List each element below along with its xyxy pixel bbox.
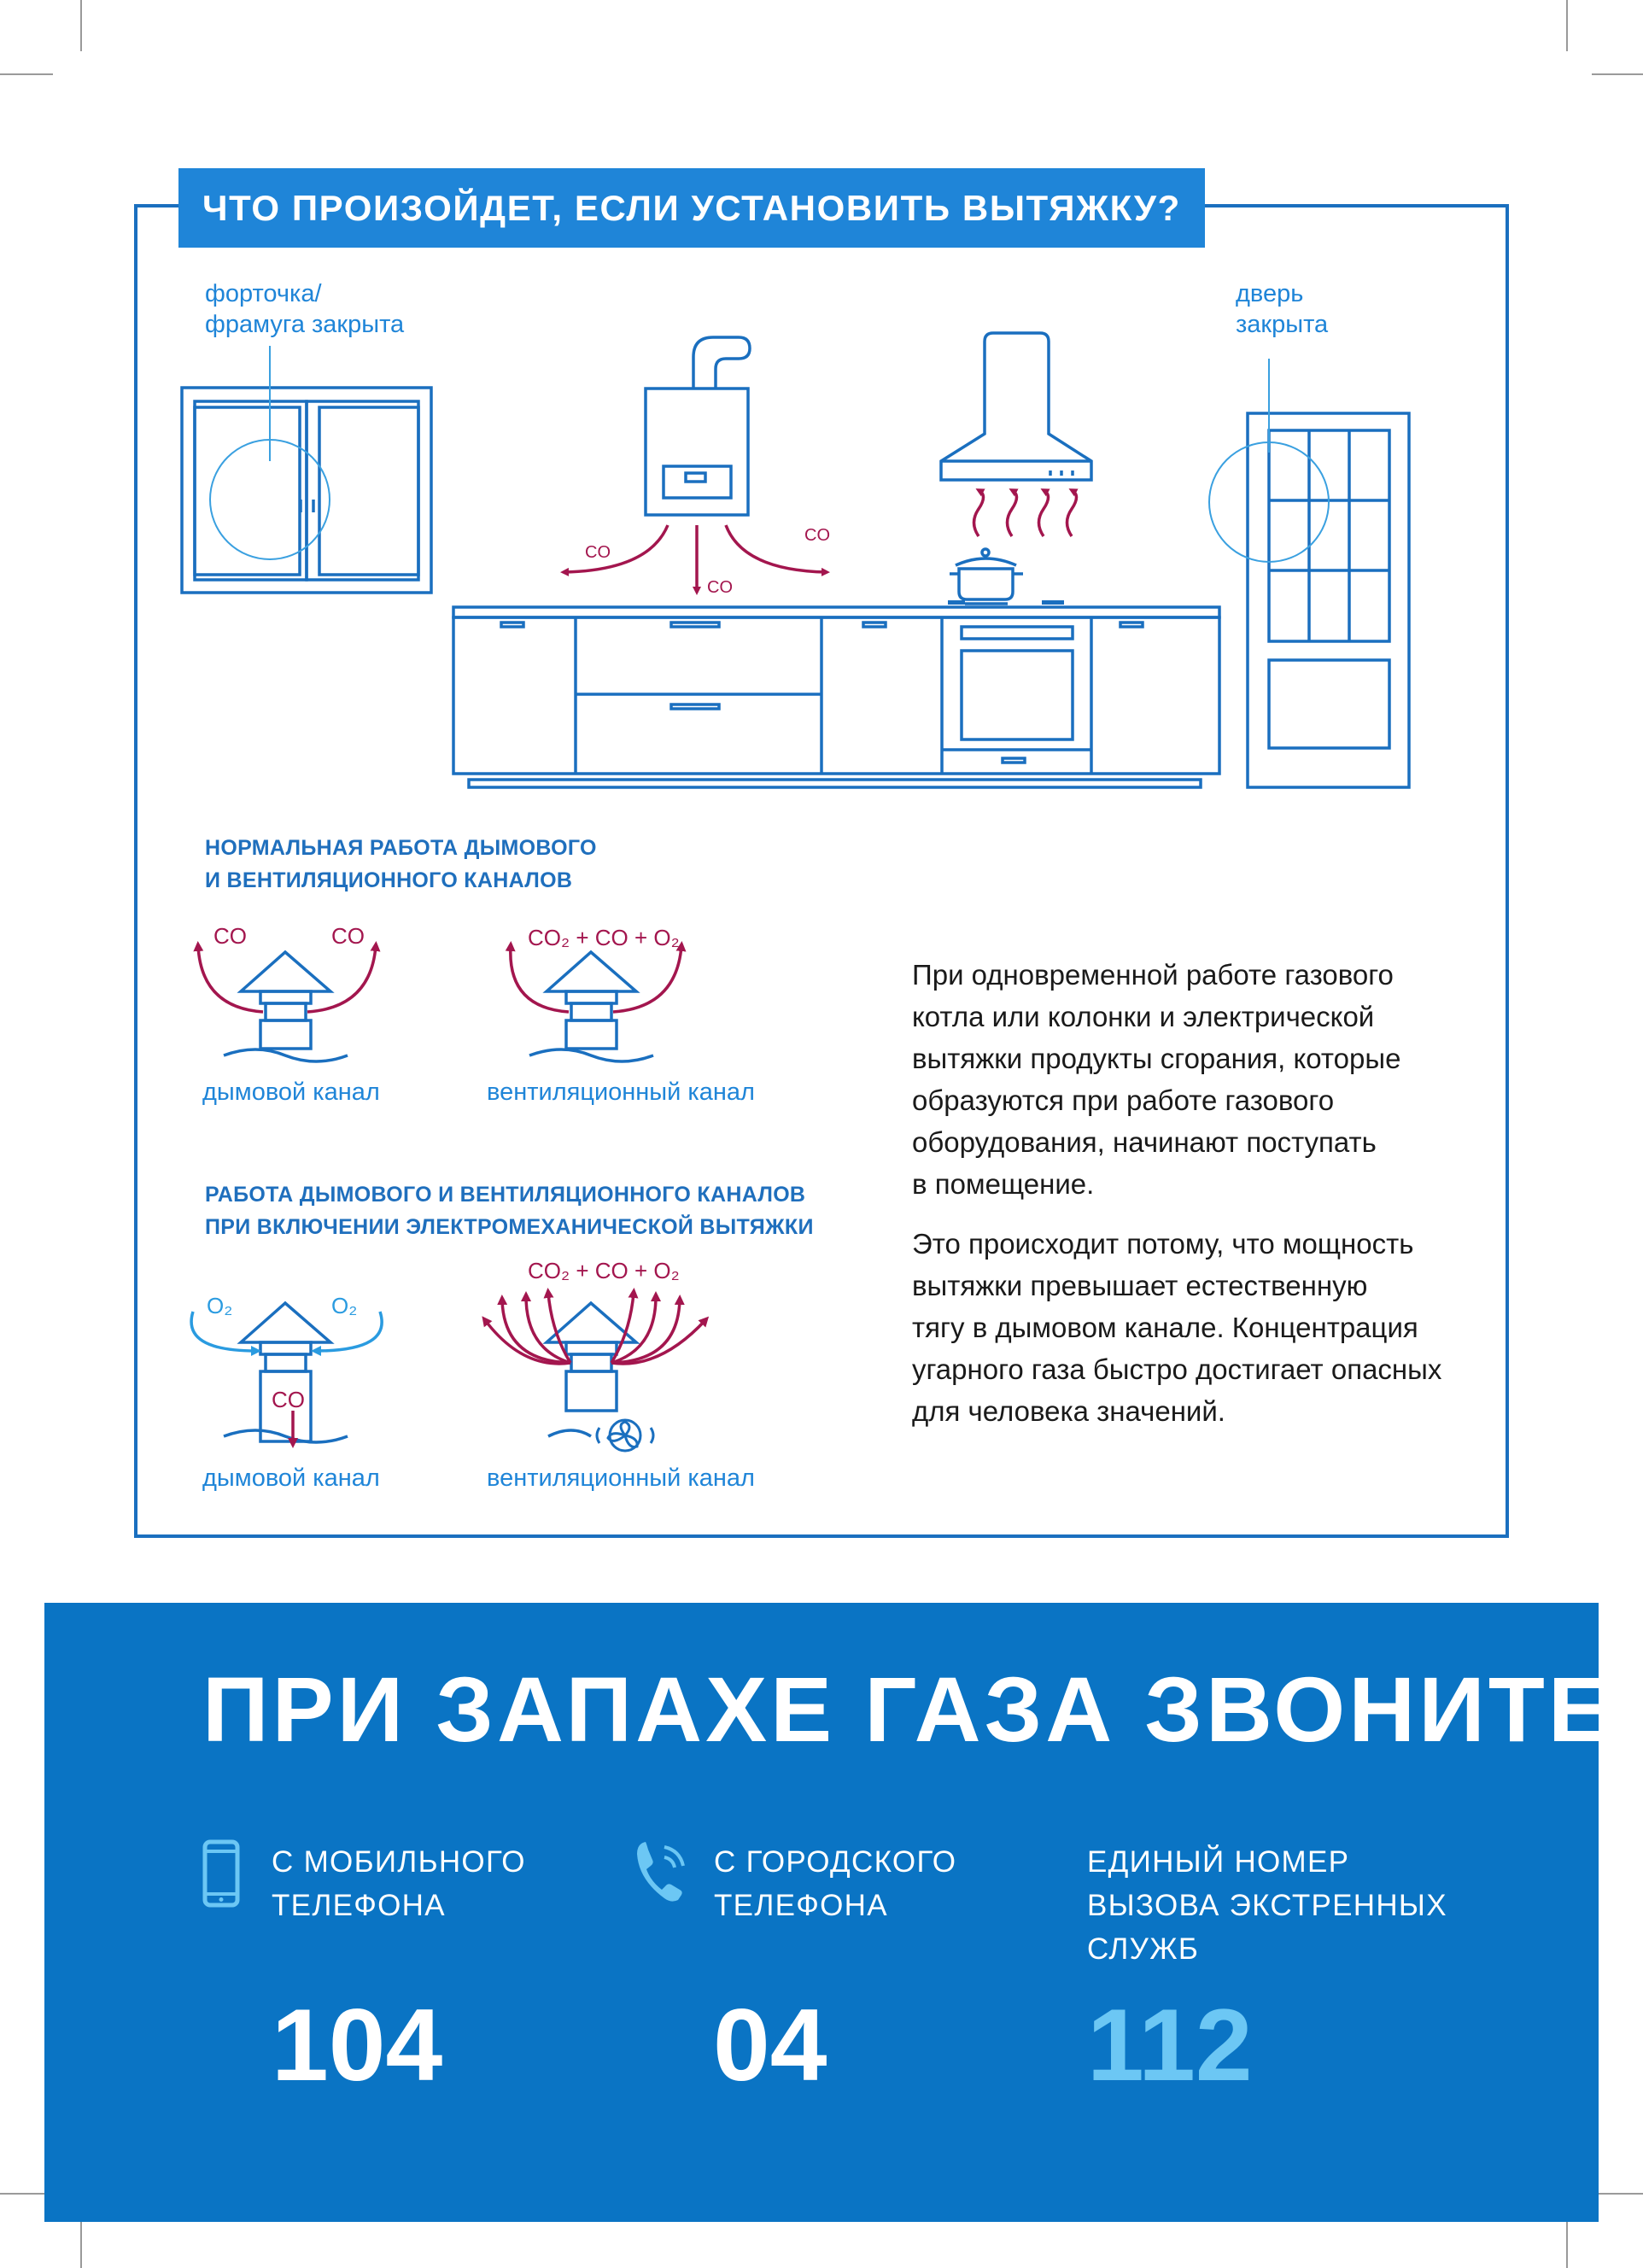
kitchen-illustration <box>0 0 1643 820</box>
hood-on-channels-illustration <box>0 1247 854 1477</box>
description-line: вытяжки продукты сгорания, которые <box>912 1043 1401 1074</box>
landline-label <box>714 1840 956 1927</box>
smoke-co-right: CO <box>331 923 365 949</box>
description-line: Это происходит потому, что мощность <box>912 1228 1414 1260</box>
kitchen-cabinets <box>453 607 1219 787</box>
description-line: образуются при работе газового <box>912 1084 1335 1116</box>
normal-heading <box>205 832 597 897</box>
landline-number[interactable]: 04 <box>713 1988 827 2102</box>
chimney-cap-icon <box>224 1303 348 1442</box>
description-line: угарного газа быстро достигает опасных <box>912 1353 1442 1385</box>
description-paragraph <box>912 1223 1476 1432</box>
normal-heading-line: НОРМАЛЬНАЯ РАБОТА ДЫМОВОГО <box>205 836 597 860</box>
co-label: CO <box>707 578 733 597</box>
emergency-panel <box>44 1603 1613 2222</box>
mobile-label-line: С МОБИЛЬНОГО <box>272 1845 526 1879</box>
crop-mark <box>1566 2218 1568 2268</box>
crop-mark <box>1592 2193 1643 2195</box>
range-hood-icon <box>941 333 1091 480</box>
heat-arrow <box>1039 490 1049 536</box>
normal-smoke-caption: дымовой канал <box>202 1078 380 1106</box>
heat-arrow <box>1067 490 1077 536</box>
co-arrow-left <box>564 525 668 572</box>
normal-heading-line: И ВЕНТИЛЯЦИОННОГО КАНАЛОВ <box>205 868 573 892</box>
phone-handset-icon <box>634 1838 690 1905</box>
door-label-line: дверь <box>1236 280 1304 307</box>
heat-arrow <box>974 490 984 536</box>
smartphone-icon <box>202 1839 240 1908</box>
window-icon <box>182 388 431 593</box>
window-label-line: фрамуга закрыта <box>205 311 405 338</box>
window-label-line: форточка/ <box>205 280 322 307</box>
gas-boiler-icon <box>646 337 750 515</box>
description-line: оборудования, начинают поступать <box>912 1126 1377 1158</box>
door-label-line: закрыта <box>1236 311 1329 338</box>
mobile-label <box>272 1840 526 1927</box>
description-line: в помещение. <box>912 1168 1095 1200</box>
smoke-o2-right: O₂ <box>331 1293 358 1318</box>
smoke-o2-left: O₂ <box>207 1293 233 1318</box>
door-icon <box>1248 413 1409 787</box>
vent-cap-icon <box>547 1303 636 1436</box>
unified-label-line: СЛУЖБ <box>1087 1932 1200 1966</box>
description-line: для человека значений. <box>912 1395 1225 1427</box>
mobile-label-line: ТЕЛЕФОНА <box>272 1889 446 1922</box>
description-line: котла или колонки и электрической <box>912 1001 1375 1032</box>
unified-label-line: ВЫЗОВА ЭКСТРЕННЫХ <box>1087 1889 1447 1922</box>
vent-gases: CO₂ + CO + O₂ <box>528 1258 680 1283</box>
cooking-pot-icon <box>950 549 1023 604</box>
description <box>912 954 1476 1450</box>
normal-vent-caption: вентиляционный канал <box>487 1078 755 1106</box>
unified-label-line: ЕДИНЫЙ НОМЕР <box>1087 1845 1350 1879</box>
emergency-title: ПРИ ЗАПАХЕ ГАЗА ЗВОНИТЕ <box>202 1657 1613 1761</box>
description-line: вытяжки превышает естественную <box>912 1270 1368 1301</box>
mobile-number[interactable]: 104 <box>272 1988 443 2102</box>
smoke-co-inside: CO <box>272 1387 305 1412</box>
hood-on-heading-line: РАБОТА ДЫМОВОГО И ВЕНТИЛЯЦИОННОГО КАНАЛОВ <box>205 1183 806 1207</box>
description-line: тягу в дымовом канале. Концентрация <box>912 1312 1418 1343</box>
section-title: ЧТО ПРОИЗОЙДЕТ, ЕСЛИ УСТАНОВИТЬ ВЫТЯЖКУ? <box>178 168 1205 248</box>
hood-on-smoke-caption: дымовой канал <box>202 1464 380 1492</box>
unified-number[interactable]: 112 <box>1087 1988 1253 2102</box>
landline-label-line: ТЕЛЕФОНА <box>714 1889 888 1922</box>
fan-icon <box>597 1420 653 1451</box>
smoke-co-left: CO <box>213 923 247 949</box>
heat-arrow <box>1008 490 1017 536</box>
crop-mark <box>80 2218 82 2268</box>
description-line: При одновременной работе газового <box>912 959 1394 991</box>
hood-on-heading-line: ПРИ ВКЛЮЧЕНИИ ЭЛЕКТРОМЕХАНИЧЕСКОЙ ВЫТЯЖКИ <box>205 1215 814 1239</box>
co-label: CO <box>804 526 830 545</box>
co-label: CO <box>585 543 611 562</box>
vent-gases: CO₂ + CO + O₂ <box>528 925 680 950</box>
hood-on-vent-caption: вентиляционный канал <box>487 1464 755 1492</box>
unified-label <box>1087 1840 1447 1971</box>
description-paragraph <box>912 954 1476 1205</box>
landline-label-line: С ГОРОДСКОГО <box>714 1845 957 1879</box>
hood-on-heading <box>205 1178 814 1243</box>
